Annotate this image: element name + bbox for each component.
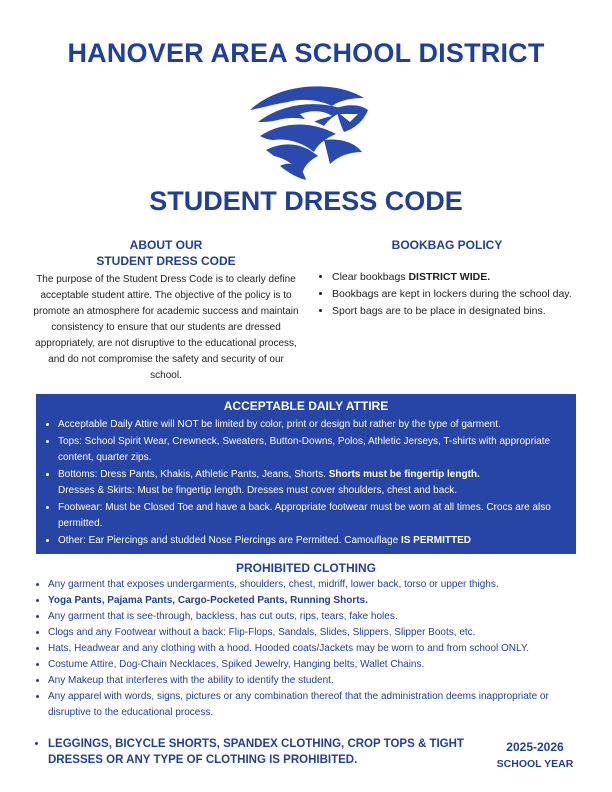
eagle-head-mascot-icon bbox=[240, 80, 372, 186]
district-title: HANOVER AREA SCHOOL DISTRICT bbox=[67, 38, 545, 68]
bookbag-item: • Bookbags are kept in lockers during the school day. bbox=[332, 286, 582, 302]
prohibited-heading: PROHIBITED CLOTHING bbox=[236, 561, 376, 575]
prohibited-item: • Any Makeup that interferes with the ability to identify the student. bbox=[48, 673, 576, 689]
bookbag-item: • Clear bookbags DISTRICT WIDE. bbox=[332, 269, 582, 285]
prohibited-summary bbox=[36, 736, 468, 768]
prohibited-item: • Clogs and any Footwear without a back: Flip-Flops, Sandals, Slides, Slippers, Slipper Boots, etc. bbox=[48, 625, 576, 641]
prohibited-item: • Hats, Headwear and any clothing with a hood. Hooded coats/Jackets may be worn to and from school ONLY. bbox=[48, 641, 576, 657]
about-heading-line1: ABOUT OUR bbox=[129, 238, 203, 252]
attire-item: • Bottoms: Dress Pants, Khakis, Athletic Pants, Jeans, Shorts. Shorts must be fingertip length. Dresses & Skirts: Must be fingertip length. Dresses must cover shoulders, chest and back. bbox=[58, 467, 566, 500]
acceptable-attire-panel bbox=[36, 394, 576, 554]
bookbag-item: • Sport bags are to be place in designated bins. bbox=[332, 303, 582, 319]
attire-item: • Footwear: Must be Closed Toe and have a back. Appropriate footwear must be worn at all times. Crocs are also permitted. bbox=[58, 500, 566, 533]
attire-heading: ACCEPTABLE DAILY ATTIRE bbox=[223, 399, 389, 413]
page-title: STUDENT DRESS CODE bbox=[149, 186, 463, 216]
attire-item: • Other: Ear Piercings and studded Nose Piercings are Permitted. Camouflage IS PERMITTED bbox=[58, 533, 566, 550]
prohibited-item: • Costume Attire, Dog-Chain Necklaces, Spiked Jewelry, Hanging belts, Wallet Chains. bbox=[48, 657, 576, 673]
prohibited-item: • Any garment that is see-through, backless, has cut outs, rips, tears, fake holes. bbox=[48, 609, 576, 625]
about-text: The purpose of the Student Dress Code is to clearly define acceptable student attire. The objective of the policy is to promote an atmosphere for academic success and maintain consistency to ensure that our students are dressed appropriately, are not disruptive to the educational process, and do not compromise the safety and security of our school. bbox=[33, 274, 299, 381]
school-year bbox=[480, 739, 590, 772]
prohibited-item: • Any apparel with words, signs, pictures or any combination thereof that the administration deems inappropriate or disruptive to the educational process. bbox=[48, 689, 576, 721]
bookbag-section bbox=[312, 237, 582, 320]
prohibited-summary-text: • LEGGINGS, BICYCLE SHORTS, SPANDEX CLOTHING, CROP TOPS & TIGHT DRESSES OR ANY TYPE OF CLOTHING IS PROHIBITED. bbox=[48, 736, 468, 768]
bookbag-heading: BOOKBAG POLICY bbox=[391, 238, 503, 252]
about-section bbox=[32, 237, 300, 384]
prohibited-item: • Any garment that exposes undergarments, shoulders, chest, midriff, lower back, torso or upper thighs. bbox=[48, 577, 576, 593]
prohibited-section bbox=[36, 560, 576, 721]
school-year-value: 2025-2026 bbox=[506, 740, 564, 754]
attire-item: • Tops: School Spirit Wear, Crewneck, Sweaters, Button-Downs, Polos, Athletic Jerseys, T-shirts with appropriate content, quarter zips. bbox=[58, 434, 566, 467]
prohibited-item: • Yoga Pants, Pajama Pants, Cargo-Pocketed Pants, Running Shorts. bbox=[48, 593, 576, 609]
about-heading-line2: STUDENT DRESS CODE bbox=[96, 254, 236, 268]
attire-item: • Acceptable Daily Attire will NOT be limited by color, print or design but rather by the type of garment. bbox=[58, 417, 566, 434]
school-year-label: SCHOOL YEAR bbox=[496, 758, 574, 770]
